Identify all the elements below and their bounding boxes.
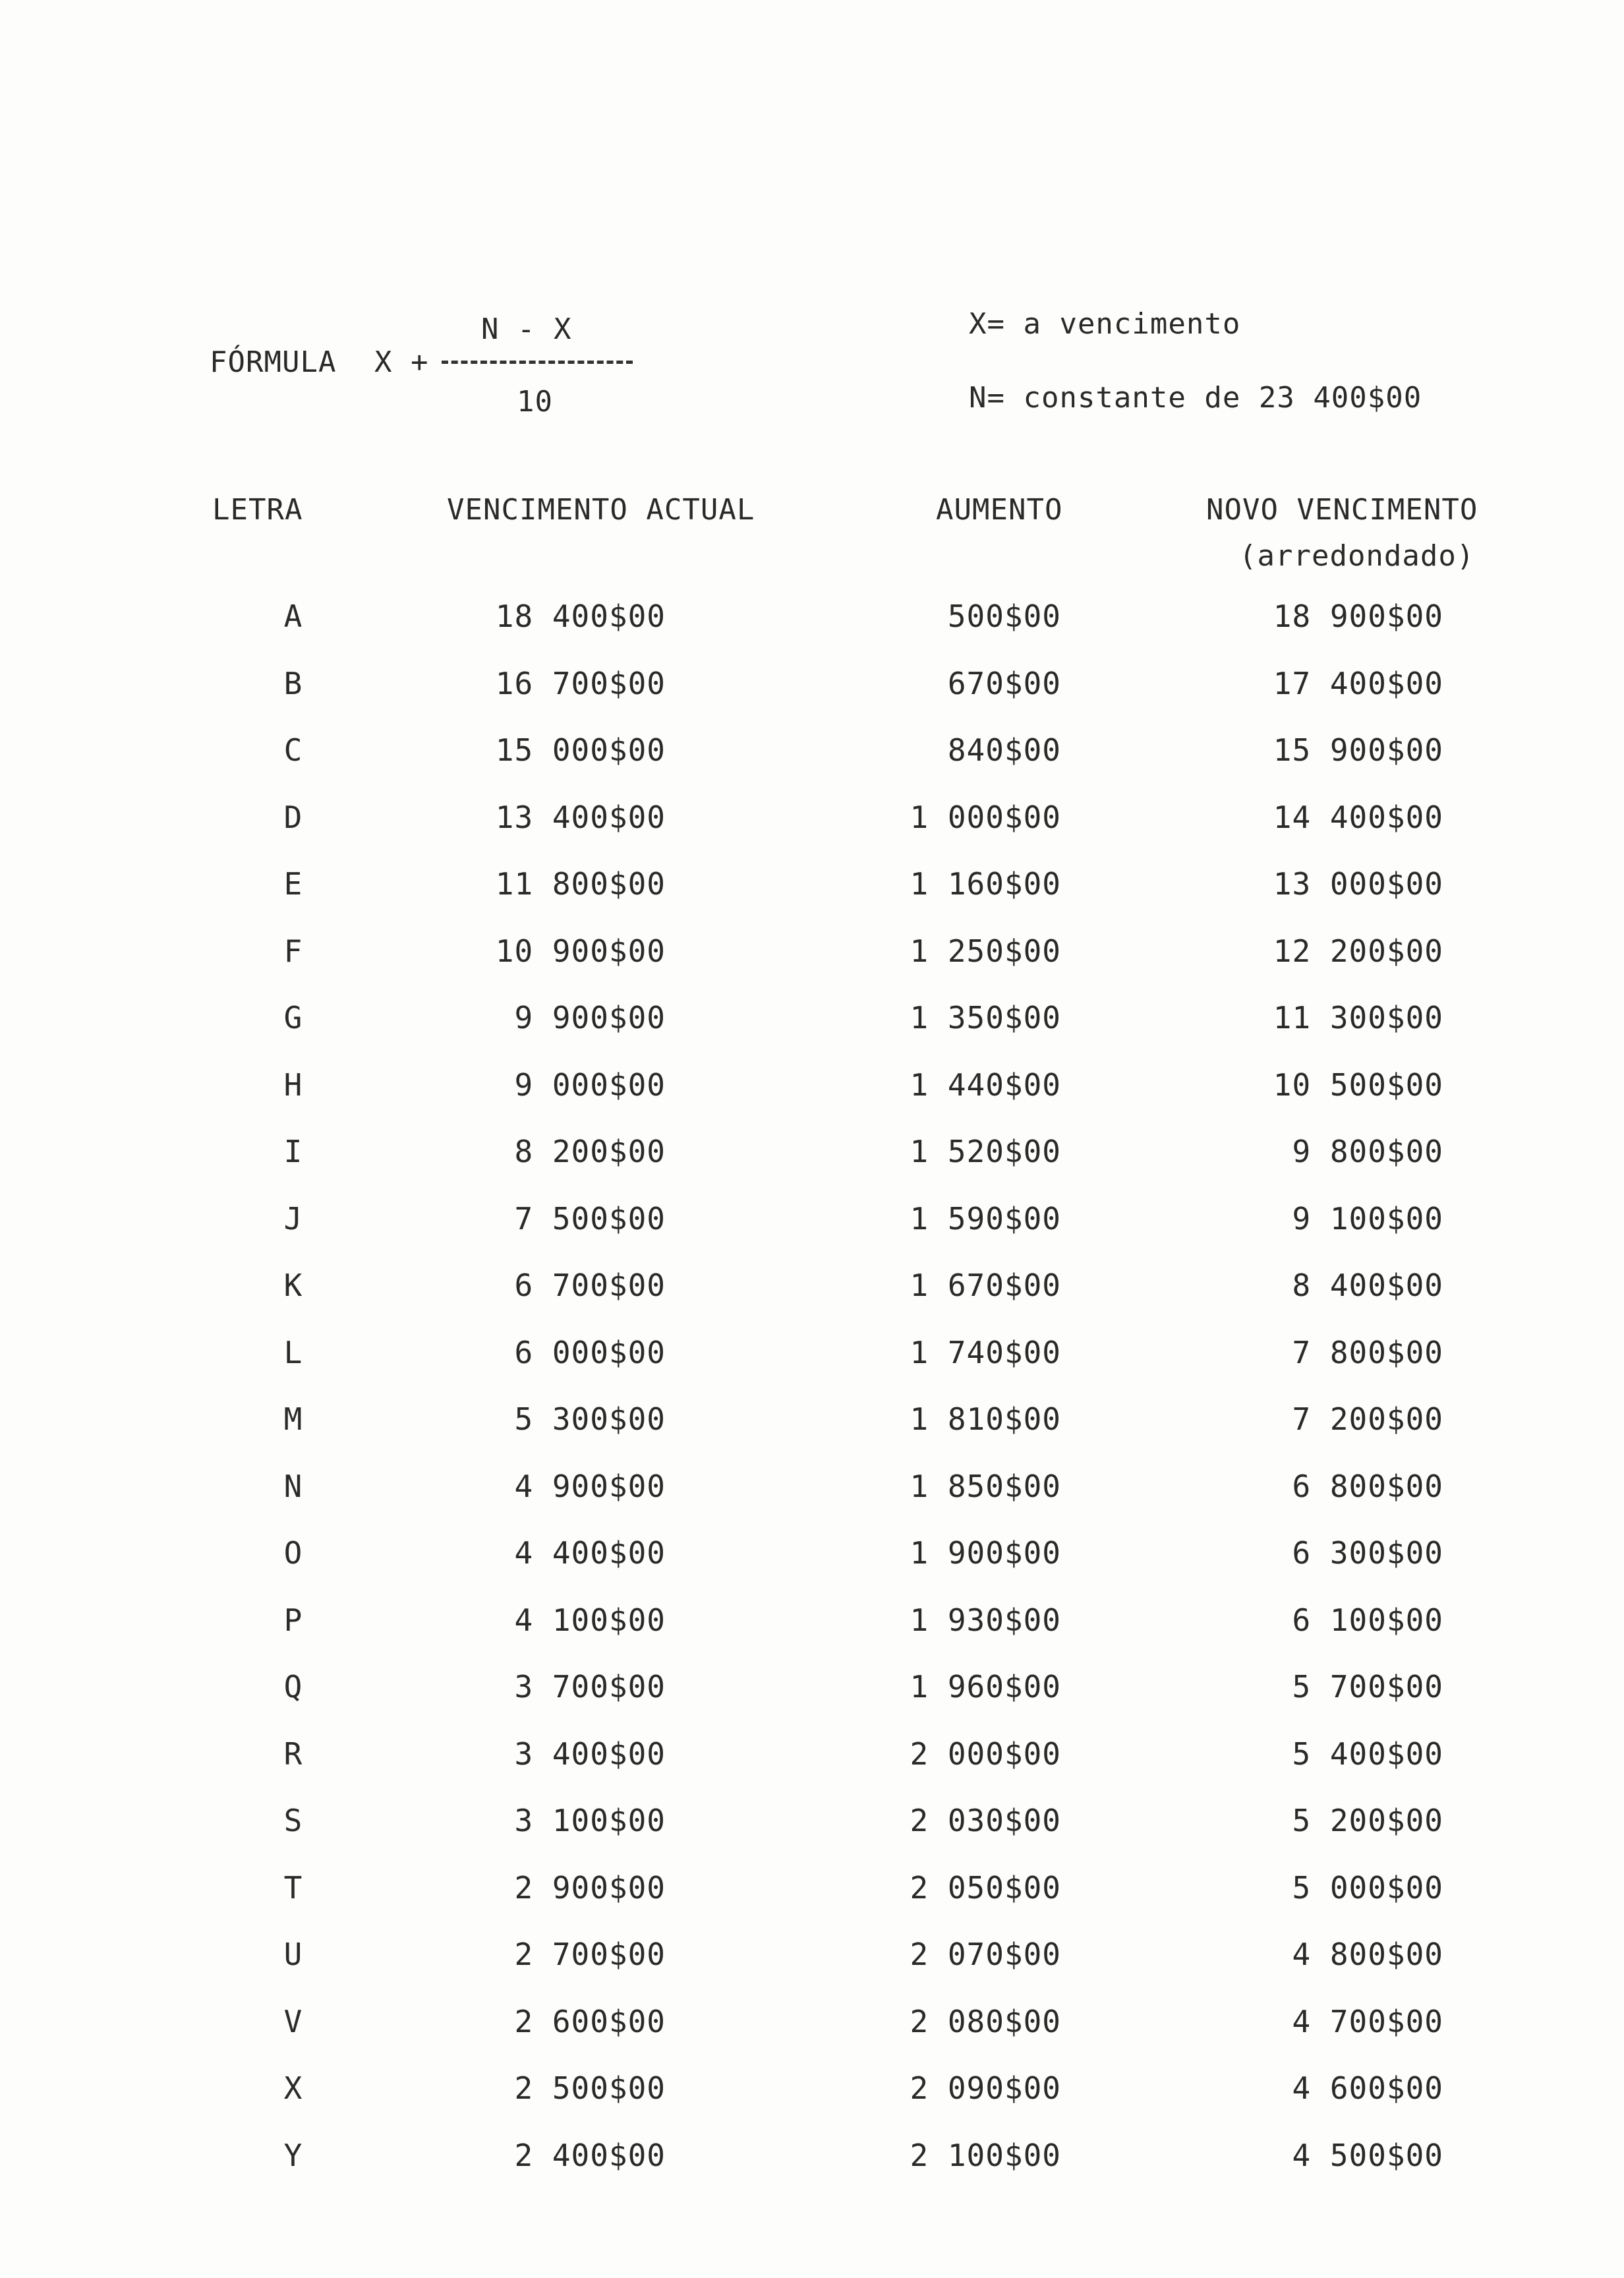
cell-letra: O [283, 1535, 303, 1571]
header-letra: LETRA [212, 493, 303, 527]
cell-letra: K [283, 1268, 303, 1303]
cell-vencimento-actual: 2 700$00 [514, 1937, 666, 1972]
cell-novo-vencimento: 13 000$00 [1273, 866, 1443, 902]
cell-letra: C [283, 732, 303, 768]
table-row [0, 1399, 1624, 1439]
cell-letra: H [283, 1067, 303, 1103]
cell-novo-vencimento: 12 200$00 [1273, 933, 1443, 969]
cell-aumento: 2 100$00 [910, 2138, 1061, 2173]
cell-vencimento-actual: 3 700$00 [514, 1669, 666, 1705]
cell-aumento: 1 930$00 [910, 1602, 1061, 1638]
cell-aumento: 2 090$00 [910, 2070, 1061, 2106]
formula-x-plus: X + [374, 345, 429, 379]
table-row [0, 1935, 1624, 1974]
cell-letra: I [283, 1134, 303, 1169]
table-row [0, 1533, 1624, 1573]
cell-aumento: 1 250$00 [910, 933, 1061, 969]
table-row [0, 1333, 1624, 1372]
cell-aumento: 1 810$00 [910, 1401, 1061, 1437]
cell-aumento: 1 590$00 [910, 1201, 1061, 1237]
cell-letra: A [283, 599, 303, 634]
cell-novo-vencimento: 7 800$00 [1292, 1335, 1443, 1370]
cell-vencimento-actual: 8 200$00 [514, 1134, 666, 1169]
formula-label: FÓRMULA [210, 345, 337, 379]
cell-vencimento-actual: 4 100$00 [514, 1602, 666, 1638]
cell-novo-vencimento: 9 100$00 [1292, 1201, 1443, 1237]
cell-novo-vencimento: 5 000$00 [1292, 1870, 1443, 1906]
cell-letra: P [283, 1602, 303, 1638]
table-row [0, 1199, 1624, 1239]
cell-letra: U [283, 1937, 303, 1972]
cell-letra: B [283, 666, 303, 701]
cell-vencimento-actual: 16 700$00 [495, 666, 666, 701]
table-row [0, 2068, 1624, 2108]
cell-letra: M [283, 1401, 303, 1437]
table-row [0, 1734, 1624, 1774]
cell-vencimento-actual: 2 900$00 [514, 1870, 666, 1906]
cell-vencimento-actual: 9 000$00 [514, 1067, 666, 1103]
cell-vencimento-actual: 7 500$00 [514, 1201, 666, 1237]
table-row [0, 1868, 1624, 1908]
cell-letra: R [283, 1736, 303, 1772]
table-row [0, 1467, 1624, 1506]
definition-x: X= a vencimento [969, 307, 1241, 341]
header-novo-vencimento-note: (arredondado) [1239, 539, 1475, 573]
cell-vencimento-actual: 3 400$00 [514, 1736, 666, 1772]
table-row [0, 864, 1624, 904]
cell-novo-vencimento: 4 500$00 [1292, 2138, 1443, 2173]
cell-aumento: 1 900$00 [910, 1535, 1061, 1571]
cell-aumento: 2 080$00 [910, 2004, 1061, 2039]
cell-novo-vencimento: 4 700$00 [1292, 2004, 1443, 2039]
header-novo-vencimento: NOVO VENCIMENTO [1206, 493, 1478, 527]
cell-vencimento-actual: 6 700$00 [514, 1268, 666, 1303]
cell-aumento: 500$00 [947, 599, 1061, 634]
cell-letra: Q [283, 1669, 303, 1705]
cell-vencimento-actual: 6 000$00 [514, 1335, 666, 1370]
cell-letra: V [283, 2004, 303, 2039]
header-aumento: AUMENTO [936, 493, 1063, 527]
cell-novo-vencimento: 14 400$00 [1273, 800, 1443, 835]
cell-vencimento-actual: 13 400$00 [495, 800, 666, 835]
cell-letra: D [283, 800, 303, 835]
cell-vencimento-actual: 4 900$00 [514, 1469, 666, 1504]
cell-novo-vencimento: 5 200$00 [1292, 1803, 1443, 1838]
cell-letra: F [283, 933, 303, 969]
table-row [0, 597, 1624, 636]
cell-novo-vencimento: 4 600$00 [1292, 2070, 1443, 2106]
cell-vencimento-actual: 15 000$00 [495, 732, 666, 768]
cell-aumento: 670$00 [947, 666, 1061, 701]
cell-novo-vencimento: 8 400$00 [1292, 1268, 1443, 1303]
cell-aumento: 1 960$00 [910, 1669, 1061, 1705]
table-row [0, 998, 1624, 1037]
cell-novo-vencimento: 6 800$00 [1292, 1469, 1443, 1504]
table-row [0, 1132, 1624, 1171]
cell-vencimento-actual: 9 900$00 [514, 1000, 666, 1036]
cell-letra: Y [283, 2138, 303, 2173]
cell-vencimento-actual: 10 900$00 [495, 933, 666, 969]
cell-vencimento-actual: 2 400$00 [514, 2138, 666, 2173]
cell-letra: E [283, 866, 303, 902]
table-row [0, 798, 1624, 837]
cell-aumento: 1 740$00 [910, 1335, 1061, 1370]
cell-novo-vencimento: 6 300$00 [1292, 1535, 1443, 1571]
cell-novo-vencimento: 6 100$00 [1292, 1602, 1443, 1638]
cell-letra: J [283, 1201, 303, 1237]
header-vencimento-actual: VENCIMENTO ACTUAL [447, 493, 755, 527]
cell-vencimento-actual: 11 800$00 [495, 866, 666, 902]
cell-aumento: 1 160$00 [910, 866, 1061, 902]
table-row [0, 2136, 1624, 2175]
cell-novo-vencimento: 4 800$00 [1292, 1937, 1443, 1972]
cell-novo-vencimento: 5 700$00 [1292, 1669, 1443, 1705]
cell-aumento: 2 030$00 [910, 1803, 1061, 1838]
cell-letra: L [283, 1335, 303, 1370]
cell-vencimento-actual: 2 500$00 [514, 2070, 666, 2106]
cell-novo-vencimento: 5 400$00 [1292, 1736, 1443, 1772]
cell-vencimento-actual: 4 400$00 [514, 1535, 666, 1571]
cell-letra: T [283, 1870, 303, 1906]
cell-aumento: 2 050$00 [910, 1870, 1061, 1906]
table-row [0, 1065, 1624, 1105]
table-row [0, 1600, 1624, 1640]
formula-numerator: N - X [481, 312, 572, 346]
cell-aumento: 1 850$00 [910, 1469, 1061, 1504]
cell-novo-vencimento: 15 900$00 [1273, 732, 1443, 768]
cell-aumento: 1 440$00 [910, 1067, 1061, 1103]
table-row [0, 2002, 1624, 2041]
cell-novo-vencimento: 17 400$00 [1273, 666, 1443, 701]
cell-letra: S [283, 1803, 303, 1838]
table-row [0, 1667, 1624, 1707]
table-row [0, 1801, 1624, 1840]
cell-aumento: 2 070$00 [910, 1937, 1061, 1972]
cell-novo-vencimento: 11 300$00 [1273, 1000, 1443, 1036]
table-row [0, 664, 1624, 703]
table-row [0, 730, 1624, 770]
cell-aumento: 1 350$00 [910, 1000, 1061, 1036]
definition-n: N= constante de 23 400$00 [969, 381, 1422, 415]
cell-novo-vencimento: 18 900$00 [1273, 599, 1443, 634]
cell-aumento: 2 000$00 [910, 1736, 1061, 1772]
cell-novo-vencimento: 9 800$00 [1292, 1134, 1443, 1169]
cell-novo-vencimento: 7 200$00 [1292, 1401, 1443, 1437]
cell-aumento: 840$00 [947, 732, 1061, 768]
formula-denominator: 10 [517, 385, 553, 419]
cell-vencimento-actual: 5 300$00 [514, 1401, 666, 1437]
cell-novo-vencimento: 10 500$00 [1273, 1067, 1443, 1103]
cell-aumento: 1 000$00 [910, 800, 1061, 835]
cell-letra: N [283, 1469, 303, 1504]
table-row [0, 1266, 1624, 1305]
cell-vencimento-actual: 18 400$00 [495, 599, 666, 634]
cell-aumento: 1 670$00 [910, 1268, 1061, 1303]
cell-vencimento-actual: 2 600$00 [514, 2004, 666, 2039]
table-row [0, 931, 1624, 971]
cell-letra: G [283, 1000, 303, 1036]
cell-letra: X [283, 2070, 303, 2106]
cell-vencimento-actual: 3 100$00 [514, 1803, 666, 1838]
cell-aumento: 1 520$00 [910, 1134, 1061, 1169]
